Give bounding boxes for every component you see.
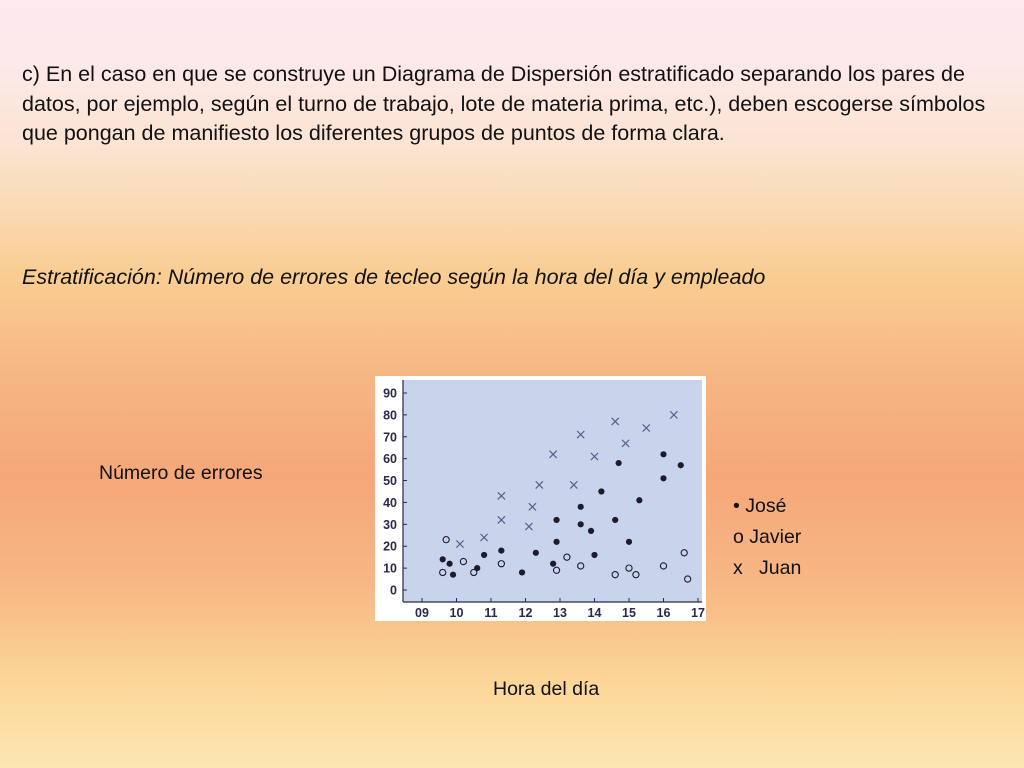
point-jose xyxy=(588,528,594,534)
point-jose xyxy=(612,517,618,523)
point-jose xyxy=(616,460,622,466)
x-tick-label: 14 xyxy=(587,606,602,620)
point-jose xyxy=(578,521,584,527)
intro-paragraph: c) En el caso en que se construye un Diagrama de Dispersión estratificado separando los pares de datos, por ejemplo, según el turno de trabajo, lote de materia prima, etc.), deben escogerse símbolos que pongan de manifiesto los diferentes grupos de puntos de forma clara. xyxy=(22,62,986,145)
point-jose xyxy=(519,569,525,575)
point-jose xyxy=(481,552,487,558)
y-tick-label: 60 xyxy=(383,452,397,467)
point-jose xyxy=(533,550,539,556)
legend-entry-javier: o Javier xyxy=(733,526,802,548)
point-jose xyxy=(450,572,456,578)
point-jose xyxy=(626,539,632,545)
y-tick-label: 80 xyxy=(383,408,397,423)
point-jose xyxy=(636,497,642,503)
point-jose xyxy=(440,556,446,562)
point-jose xyxy=(578,504,584,510)
scatter-chart xyxy=(375,376,706,621)
scatter-plot-svg xyxy=(375,376,706,621)
x-tick-label: 13 xyxy=(553,606,567,620)
plot-area xyxy=(403,380,702,602)
point-jose xyxy=(447,561,453,567)
x-tick-label: 11 xyxy=(484,606,498,620)
point-jose xyxy=(678,462,684,468)
point-jose xyxy=(550,561,556,567)
point-jose xyxy=(591,552,597,558)
y-tick-label: 10 xyxy=(383,561,397,576)
y-tick-label: 30 xyxy=(383,517,397,532)
y-tick-label: 40 xyxy=(383,495,397,510)
legend-entry-juan: x Juan xyxy=(733,557,802,579)
y-tick-label: 70 xyxy=(383,430,397,445)
point-jose xyxy=(660,451,666,457)
x-tick-label: 10 xyxy=(449,606,464,620)
y-tick-label: 0 xyxy=(390,583,397,598)
point-jose xyxy=(553,539,559,545)
legend xyxy=(733,491,801,584)
chart-subtitle: Estratificación: Número de errores de tecleo según la hora del día y empleado xyxy=(22,265,766,289)
y-tick-label: 20 xyxy=(383,539,397,554)
x-tick-label: 15 xyxy=(622,606,636,620)
x-tick-label: 16 xyxy=(656,606,671,620)
y-tick-label: 90 xyxy=(383,386,397,401)
x-tick-label: 09 xyxy=(415,606,429,620)
y-tick-label: 50 xyxy=(383,474,397,489)
y-axis-label: Número de errores xyxy=(99,462,263,484)
x-tick-label: 12 xyxy=(518,606,533,620)
point-jose xyxy=(553,517,559,523)
point-jose xyxy=(498,548,504,554)
point-jose xyxy=(598,488,604,494)
legend-entry-jose: • José xyxy=(733,495,787,517)
point-jose xyxy=(660,475,666,481)
x-axis-label: Hora del día xyxy=(493,678,600,700)
x-tick-label: 17 xyxy=(691,606,705,620)
